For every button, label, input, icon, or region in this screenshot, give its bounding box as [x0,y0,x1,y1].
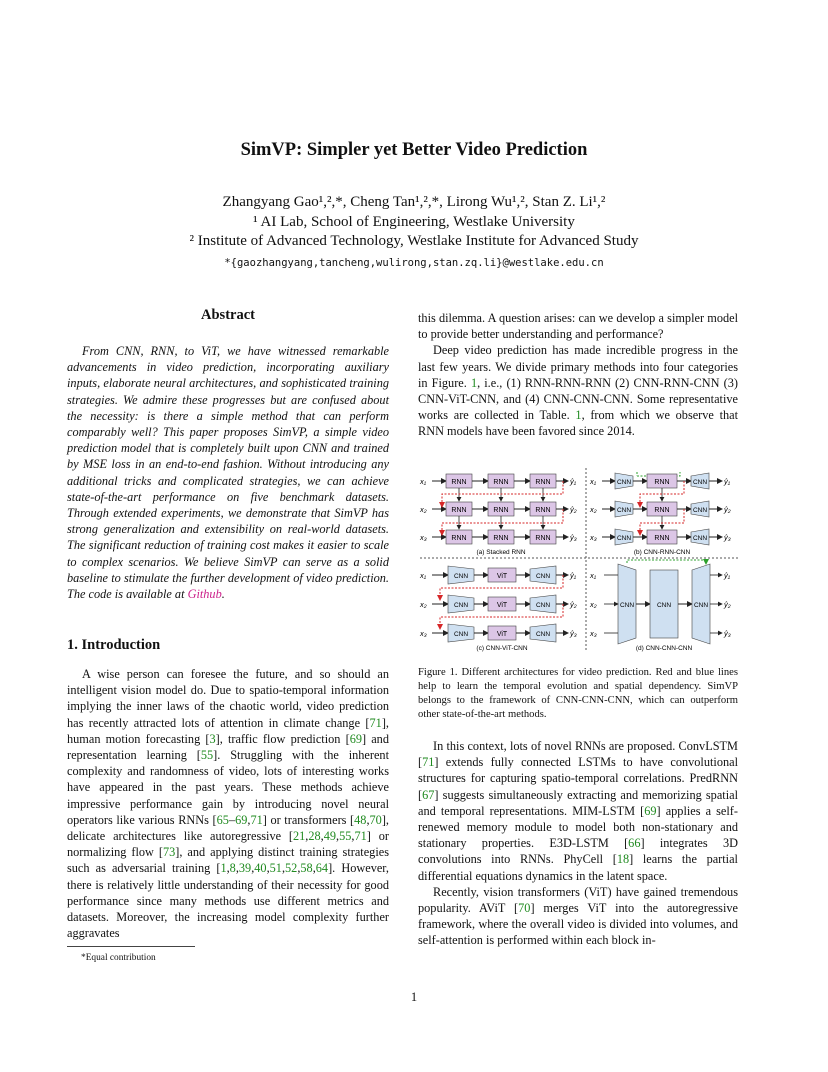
spatial-skip-line [627,560,706,564]
output-y1: ŷ₁ [570,477,577,486]
citation-link[interactable]: 39 [238,861,252,876]
citation-link[interactable]: 48 [354,812,367,827]
cnn-label: CNN [619,602,635,609]
github-link[interactable]: Github [187,587,222,602]
citation-link[interactable]: 65 [216,812,229,827]
citation-link[interactable]: 55 [200,748,214,763]
rnn-label: RNN [535,535,551,542]
right-paragraph-0: this dilemma. A question arises: can we develop a simpler model to provide better understanding and performance? [418,311,738,342]
text-run: , [351,829,355,844]
panel-cnn-cnn-cnn [589,560,731,652]
intro-heading: 1. Introduction [67,637,161,653]
figure-1-caption: Figure 1. Different architectures for video prediction. Red and blue lines help to learn the temporal evolution and spatial dependency. SimVP belongs to the framework of CNN-CNN-CNN, which can outperform other state-of-the-art methods. [418,667,738,720]
vit-label: ViT [496,602,508,609]
cnn-label: CNN [535,631,551,638]
cnn-label: CNN [616,535,632,542]
author-list: Zhangyang Gao¹,²,*, Cheng Tan¹,²,*, Lirong Wu¹,², Stan Z. Li¹,² [222,194,606,210]
intro-column-left [67,666,389,941]
text-run: ], delicate architectures like autoregressive [ [67,812,389,844]
affiliation-1: ¹ AI Lab, School of Engineering, Westlake University [253,214,575,230]
input-x3: x₃ [590,629,597,638]
text-run: , [312,861,316,876]
citation-link[interactable]: 73 [163,845,176,860]
cnn-label: CNN [692,507,708,514]
right-column-bottom [418,738,738,949]
footnote: *Equal contribution [81,953,156,963]
figure-1 [418,466,740,658]
vit-label: ViT [496,631,508,638]
right-paragraph-2 [418,738,738,884]
panel-cnn-rnn-cnn [589,472,731,556]
input-x3: x₃ [590,533,597,542]
input-x1: x₁ [420,571,427,580]
text-run: In this context, lots of novel RNNs are proposed. ConvLSTM [ [418,739,738,770]
output-y1: ŷ₁ [724,477,731,486]
text-run: ] integrates 3D convolutions into RNNs. PhyCell [ [418,836,738,867]
row-1 [419,474,577,488]
citation-link[interactable]: 69 [235,812,248,827]
citation-link[interactable]: 67 [422,787,435,802]
abstract-heading: Abstract [201,307,255,323]
citation-link[interactable]: 71 [354,829,367,844]
citation-link[interactable]: 21 [293,829,306,844]
cnn-label: CNN [692,479,708,486]
cnn-label: CNN [692,535,708,542]
citation-link[interactable]: 69 [349,731,362,746]
input-x2: x₂ [420,505,427,514]
text-run: ] or normalizing flow [ [67,829,389,860]
citation-link[interactable]: 71 [369,715,382,730]
citation-link[interactable]: 1 [470,375,478,390]
label-stacked-rnn: (a) Stacked RNN [476,549,526,556]
input-x2: x₂ [420,600,427,609]
panel-stacked-rnn [419,474,577,556]
cnn-label: CNN [656,602,672,609]
text-run: ] extends fully connected LSTMs to have convolutional structures for capturing spatio-temporal correlations. PredRNN [ [418,755,738,802]
input-x1: x₁ [590,477,597,486]
output-y3: ŷ₃ [724,629,731,638]
paper-title: SimVP: Simpler yet Better Video Prediction [240,140,588,160]
text-run: , [305,829,309,844]
text-run: ] suggests simultaneously extracting and memorizing spatial and temporal representations. MIM-LSTM [ [418,787,738,818]
text-run: ] learns the partial differential equations dynamics in the latent space. [418,852,738,883]
citation-link[interactable]: 71 [422,755,435,770]
cnn-label: CNN [535,573,551,580]
cnn-label: CNN [453,602,469,609]
text-run: ]. Struggling with the inherent complexity and randomness of video, lots of interesting works have appeared in the past years. These methods achieve impressive performance gain by introducing novel neural operators like various RNNs [ [67,748,389,827]
text-run: ] applies a self-renewed memory module to model both non-stationary and stationary properties. E3D-LSTM [ [418,803,738,851]
right-paragraph-1 [418,342,738,439]
abstract-body: From CNN, RNN, to ViT, we have witnessed remarkable advancements in video prediction, incorporating auxiliary inputs, elaborate neural architectures, and sophisticated training strategies. We admire these progresses but are confused about the necessity: is there a simple method that can perform comparably well? This paper proposes SimVP, a simple video prediction model that is completely built upon CNN and trained by MSE loss in an end-to-end fashion. Without introducing any additional tricks and complicated strategies, we can achieve state-of-the-art performance on five benchmark datasets. Through extended experiments, we demonstrate that SimVP has strong generalization and extensibility on real-world datasets. The significant reduction of training cost makes it easier to scale to complex scenarios. We believe SimVP can serve as a solid baseline to stimulate the further development of video prediction. The code is available at [67,344,389,602]
citation-link[interactable]: 55 [339,829,352,844]
citation-link[interactable]: 58 [300,861,313,876]
output-y1: ŷ₁ [724,571,731,580]
text-run: , [366,812,370,827]
rnn-label: RNN [535,507,551,514]
author-emails: *{gaozhangyang,tancheng,wulirong,stan.zq.li}@westlake.edu.cn [224,257,604,269]
citation-link[interactable]: 70 [518,901,531,916]
output-y2: ŷ₂ [724,600,731,609]
output-y1: ŷ₁ [570,571,577,580]
label-cnn-cnn-cnn: (d) CNN-CNN-CNN [635,645,693,652]
text-run: , [297,861,301,876]
text-run: ] or transformers [ [262,812,355,827]
cnn-label: CNN [535,602,551,609]
label-cnn-vit-cnn: (c) CNN-ViT-CNN [476,645,528,652]
text-run: ] merges ViT into the autoregressive framework, where the overall video is divided into volumes, and self-attention is performed within each block in- [418,901,738,948]
output-y2: ŷ₂ [570,505,577,514]
label-cnn-rnn-cnn: (b) CNN-RNN-CNN [633,549,691,556]
rnn-label: RNN [493,535,509,542]
input-x2: x₂ [590,600,597,609]
page-number: 1 [410,990,418,1004]
text-run: , from which we observe that RNN models have been favored since 2014. [418,408,739,439]
input-x2: x₂ [590,505,597,514]
citation-link[interactable]: 71 [250,812,263,827]
citation-link[interactable]: 3 [209,731,216,746]
input-x3: x₃ [420,533,427,542]
text-run: , i.e., (1) RNN-RNN-RNN (2) CNN-RNN-CNN (3) CNN-ViT-CNN, and (4) CNN-CNN-CNN. Some representative works are collected in Table. [418,375,738,423]
text-run: A wise person can foresee the future, and so should an intelligent vision model do. Due to spatio-temporal information implying the inner laws of the chaotic world, video prediction has recently attracted lots of attention in climate change [ [67,667,389,730]
affiliation-2: ² Institute of Advanced Technology, Westlake Institute for Advanced Study [189,233,639,249]
right-paragraph-3 [418,884,738,949]
rnn-label: RNN [493,479,509,486]
text-run: , [235,861,239,876]
citation-link[interactable]: 52 [285,861,298,876]
citation-link[interactable]: 1 [220,861,227,876]
text-run: , [251,861,255,876]
text-run: , [247,812,251,827]
intro-paragraph-1 [67,666,389,941]
vit-label: ViT [496,573,508,580]
citation-link[interactable]: 66 [628,836,641,851]
architecture-diagram [418,466,740,658]
panel-cnn-vit-cnn [419,566,577,652]
citation-link[interactable]: 69 [644,803,657,818]
text-run: ], human motion forecasting [ [67,715,389,746]
text-run: , [226,861,230,876]
citation-link[interactable]: 49 [323,829,337,844]
citation-link[interactable]: 51 [269,861,282,876]
cnn-label: CNN [693,602,709,609]
citation-link[interactable]: 40 [254,861,267,876]
text-run: , [266,861,270,876]
citation-link[interactable]: 28 [308,829,321,844]
abstract-text: From CNN, RNN, to ViT, we have witnessed remarkable advancements in video prediction, incorporating auxiliary inputs, elaborate neural architectures, and sophisticated training strategies. We admire these progresses but are confused about the necessity: is there a simple method that can perform comparably well? This paper proposes SimVP, a simple video prediction model that is completely built upon CNN and trained by MSE loss in an end-to-end fashion. Without introducing any additional tricks and complicated strategies, we can achieve state-of-the-art performance on five benchmark datasets. Through extended experiments, we demonstrate that SimVP has strong generalization and extensibility on real-world datasets. The significant reduction of training cost makes it easier to scale to complex scenarios. We believe SimVP can serve as a solid baseline to stimulate the further development of video prediction. The code is available at Github. [67,344,389,602]
output-y3: ŷ₃ [570,629,577,638]
text-run: Recently, vision transformers (ViT) have gained tremendous popularity. AViT [ [418,884,738,916]
citation-link[interactable]: 1 [575,408,582,423]
input-x1: x₁ [420,477,427,486]
output-y3: ŷ₃ [724,533,731,542]
citation-link[interactable]: 64 [315,861,329,876]
row-2 [419,502,577,516]
text-run: , [336,829,340,844]
output-y3: ŷ₃ [570,533,577,542]
rnn-label: RNN [654,507,670,514]
cnn-label: CNN [616,507,632,514]
citation-link[interactable]: 18 [616,852,630,867]
rnn-label: RNN [654,535,670,542]
rnn-label: RNN [654,479,670,486]
cnn-label: CNN [453,631,469,638]
text-run: , [320,829,324,844]
output-y2: ŷ₂ [570,600,577,609]
text-run: , [281,861,286,876]
text-run: ], and applying distinct training strategies such as adversarial training [ [67,845,389,876]
citation-link[interactable]: 70 [369,812,382,827]
rnn-label: RNN [451,507,467,514]
text-run: Deep video prediction has made incredible progress in the last few years. We divide primary methods into four categories in Figure. [418,343,738,390]
text-run: – [228,812,236,827]
input-x3: x₃ [420,629,427,638]
text-run: ]. However, there is relatively little understanding of their necessity for good performance since many methods use different metrics and datasets. Moreover, the increasing model complexity further aggravates [67,861,389,941]
text-run: ], traffic flow prediction [ [215,731,350,746]
input-x1: x₁ [590,571,597,580]
citation-link[interactable]: 8 [229,861,236,876]
output-y2: ŷ₂ [724,505,731,514]
row-3 [419,530,577,544]
cnn-label: CNN [453,573,469,580]
rnn-label: RNN [493,507,509,514]
cnn-label: CNN [616,479,632,486]
footnote-rule [67,946,195,947]
rnn-label: RNN [451,479,467,486]
right-column-top [418,310,738,440]
text-run: ] and representation learning [ [67,731,389,763]
rnn-label: RNN [451,535,467,542]
rnn-label: RNN [535,479,551,486]
